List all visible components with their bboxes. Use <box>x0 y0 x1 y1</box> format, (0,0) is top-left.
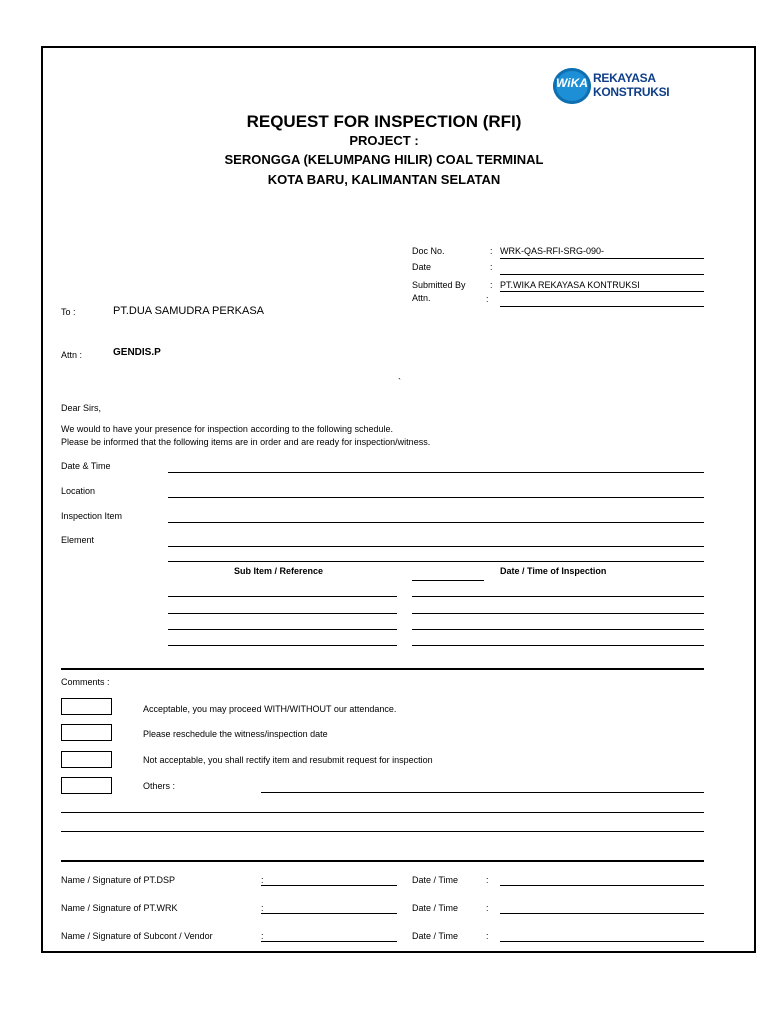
inspection-date-row-3[interactable] <box>412 629 704 630</box>
not-acceptable-option: Not acceptable, you shall rectify item and resubmit request for inspection <box>143 755 433 765</box>
sig-dsp-date-label: Date / Time <box>412 875 459 885</box>
submitted-by-colon: : <box>490 280 493 290</box>
sig-dsp-colon: : <box>261 875 264 885</box>
location-field[interactable] <box>168 497 704 498</box>
sub-item-row-1[interactable] <box>168 596 397 597</box>
sub-item-row-4[interactable] <box>168 645 397 646</box>
letter-line1: We would to have your presence for inspection according to the following schedule. <box>61 424 394 434</box>
sig-wrk-date-colon: : <box>486 903 489 913</box>
to-value[interactable]: PT.DUA SAMUDRA PERKASA <box>113 305 264 317</box>
attn-label: Attn : <box>61 350 83 360</box>
date-time-field[interactable] <box>168 472 704 473</box>
date-colon: : <box>490 262 493 272</box>
project-location: KOTA BARU, KALIMANTAN SELATAN <box>267 172 501 187</box>
sig-vendor-date-label: Date / Time <box>412 931 459 941</box>
project-label: PROJECT : <box>349 133 419 148</box>
sig-vendor-colon: : <box>261 931 264 941</box>
comments-line-2[interactable] <box>61 831 704 832</box>
sub-item-row-2[interactable] <box>168 613 397 614</box>
inspection-date-row-2[interactable] <box>412 613 704 614</box>
attn-doc-label: Attn. <box>412 293 431 303</box>
sig-wrk-colon: : <box>261 903 264 913</box>
document-title: REQUEST FOR INSPECTION (RFI) <box>246 112 522 131</box>
table-header-underline <box>412 580 484 581</box>
sig-dsp-field[interactable] <box>261 885 397 886</box>
doc-no-colon: : <box>490 246 493 256</box>
sub-item-header: Sub Item / Reference <box>234 566 324 576</box>
inspection-item-field[interactable] <box>168 522 704 523</box>
inspection-date-row-1[interactable] <box>412 596 704 597</box>
reschedule-checkbox[interactable] <box>61 724 112 741</box>
to-label: To : <box>61 307 76 317</box>
attn-doc-underline <box>500 306 704 307</box>
project-name: SERONGGA (KELUMPANG HILIR) COAL TERMINAL <box>224 152 544 167</box>
acceptable-checkbox[interactable] <box>61 698 112 715</box>
sig-dsp-date-field[interactable] <box>500 885 704 886</box>
date-time-inspection-header: Date / Time of Inspection <box>500 566 607 576</box>
logo-line1: REKAYASA <box>593 71 656 85</box>
submitted-by-label: Submitted By <box>412 280 466 290</box>
inspection-item-label: Inspection Item <box>61 511 123 521</box>
logo-line2: KONSTRUKSI <box>593 85 670 99</box>
attn-value[interactable]: GENDIS.P <box>113 347 161 358</box>
logo-circle-text: WiKA <box>556 76 588 90</box>
attn-doc-colon: : <box>486 294 489 304</box>
sig-wrk-date-field[interactable] <box>500 913 704 914</box>
doc-no-underline <box>500 258 704 259</box>
date-label: Date <box>412 262 432 272</box>
comments-line-1[interactable] <box>61 812 704 813</box>
inspection-date-row-4[interactable] <box>412 645 704 646</box>
sig-dsp-label: Name / Signature of PT.DSP <box>61 875 176 885</box>
others-field[interactable] <box>261 792 704 793</box>
submitted-by-underline <box>500 291 704 292</box>
sig-vendor-label: Name / Signature of Subcont / Vendor <box>61 931 213 941</box>
sig-vendor-date-colon: : <box>486 931 489 941</box>
letter-line2: Please be informed that the following items are in order and are ready for inspection/witness. <box>61 437 431 447</box>
sig-wrk-date-label: Date / Time <box>412 903 459 913</box>
sig-wrk-label: Name / Signature of PT.WRK <box>61 903 178 913</box>
submitted-by-value[interactable]: PT.WIKA REKAYASA KONTRUKSI <box>500 280 640 290</box>
element-field-2[interactable] <box>168 561 704 562</box>
stray-mark: ` <box>398 377 401 387</box>
doc-no-value[interactable]: WRK-QAS-RFI-SRG-090- <box>500 246 605 256</box>
element-label: Element <box>61 535 95 545</box>
comments-label: Comments : <box>61 677 110 687</box>
sig-wrk-field[interactable] <box>261 913 397 914</box>
reschedule-option: Please reschedule the witness/inspection date <box>143 729 328 739</box>
acceptable-option: Acceptable, you may proceed WITH/WITHOUT our attendance. <box>143 704 397 714</box>
date-time-label: Date & Time <box>61 461 111 471</box>
greeting: Dear Sirs, <box>61 403 102 413</box>
sig-vendor-date-field[interactable] <box>500 941 704 942</box>
location-label: Location <box>61 486 96 496</box>
not-acceptable-checkbox[interactable] <box>61 751 112 768</box>
section-divider-2 <box>61 860 704 862</box>
others-option: Others : <box>143 781 176 791</box>
sig-vendor-field[interactable] <box>261 941 397 942</box>
element-field[interactable] <box>168 546 704 547</box>
wika-logo <box>553 66 670 106</box>
others-checkbox[interactable] <box>61 777 112 794</box>
section-divider-1 <box>61 668 704 670</box>
doc-no-label: Doc No. <box>412 246 445 256</box>
sub-item-row-3[interactable] <box>168 629 397 630</box>
date-underline <box>500 274 704 275</box>
sig-dsp-date-colon: : <box>486 875 489 885</box>
